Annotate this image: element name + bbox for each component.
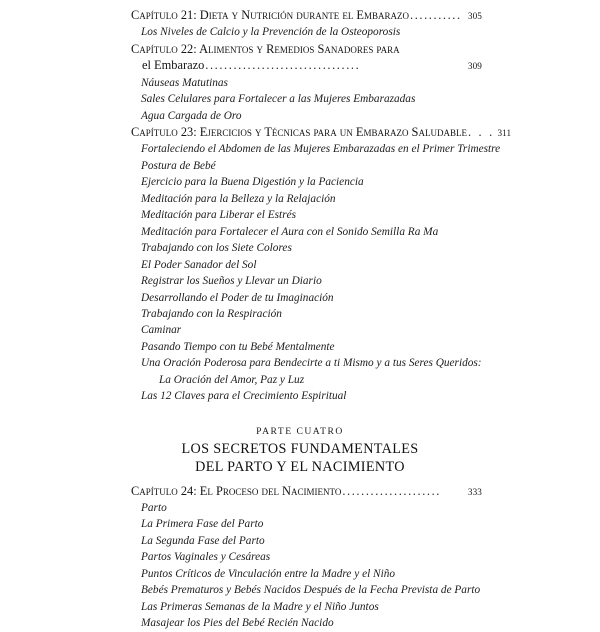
toc-page-number: 311 xyxy=(497,128,512,139)
toc-chapter-entry[interactable] xyxy=(131,483,482,500)
toc-subentry[interactable]: Postura de Bebé xyxy=(141,159,216,172)
toc-subentry[interactable]: Partos Vaginales y Cesáreas xyxy=(141,551,271,564)
toc-subentry[interactable]: Una Oración Poderosa para Bendecirte a ti Mismo y a tus Seres Queridos: xyxy=(141,357,482,370)
toc-subentry[interactable]: Las 12 Claves para el Crecimiento Espiritual xyxy=(141,390,347,403)
toc-chapter-title xyxy=(131,483,482,500)
toc-subentry[interactable]: Fortaleciendo el Abdomen de las Mujeres Embarazadas en el Primer Trimestre xyxy=(141,143,501,156)
toc-subentry[interactable]: Sales Celulares para Fortalecer a las Mujeres Embarazadas xyxy=(141,93,416,106)
toc-chapter-entry[interactable] xyxy=(131,7,482,24)
toc-subentry[interactable]: Trabajando con los Siete Colores xyxy=(141,242,292,255)
toc-chapter-title-continuation xyxy=(131,57,482,74)
toc-part-title-line: LOS SECRETOS FUNDAMENTALES xyxy=(181,440,419,457)
toc-subentry[interactable]: Meditación para la Belleza y la Relajación xyxy=(141,192,336,205)
toc-subentry[interactable]: Caminar xyxy=(141,324,182,337)
toc-part-label: PARTE CUATRO xyxy=(256,425,344,437)
toc-subentry[interactable]: Las Primeras Semanas de la Madre y el Niño Juntos xyxy=(141,600,379,613)
toc-subentry[interactable]: El Poder Sanador del Sol xyxy=(141,258,257,271)
toc-page-number: 309 xyxy=(467,61,482,72)
toc-subentry[interactable]: Bebés Prematuros y Bebés Nacidos Después de la Fecha Prevista de Parto xyxy=(141,584,481,597)
toc-subentry[interactable]: La Segunda Fase del Parto xyxy=(141,534,265,547)
toc-chapter-title-text: Capítulo 22: Alimentos y Remedios Sanadores para xyxy=(131,41,400,56)
toc-subentry[interactable]: Meditación para Liberar el Estrés xyxy=(141,209,297,222)
toc-chapter-title xyxy=(131,124,512,141)
toc-subentry[interactable]: Pasando Tiempo con tu Bebé Mentalmente xyxy=(141,340,335,353)
toc-part-heading xyxy=(118,405,482,483)
toc-chapter-title-text: Capítulo 24: El Proceso del Nacimiento xyxy=(131,483,342,498)
toc-subentry[interactable]: Los Niveles de Calcio y la Prevención de la Osteoporosis xyxy=(141,26,401,39)
toc-page-number: 305 xyxy=(467,11,482,21)
toc-subentry[interactable]: Desarrollando el Poder de tu Imaginación xyxy=(141,291,334,304)
toc-subentry[interactable]: Náuseas Matutinas xyxy=(141,76,228,89)
toc-chapter-title-text: Capítulo 23: Ejercicios y Técnicas para un Embarazo Saludable xyxy=(131,125,467,140)
toc-leader-dots: ................................. xyxy=(205,58,361,73)
toc-chapter-title-continuation-text: el Embarazo xyxy=(142,58,205,73)
toc-subentry[interactable]: Masajear los Pies del Bebé Recién Nacido xyxy=(141,617,334,630)
toc-chapter-title xyxy=(131,7,482,24)
toc-subentry[interactable]: Puntos Críticos de Vinculación entre la Madre y el Niño xyxy=(141,567,396,580)
toc-leader-dots: ..................... xyxy=(342,483,441,498)
toc-subentry[interactable]: Agua Cargada de Oro xyxy=(141,109,242,122)
toc-part-title-line: DEL PARTO Y EL NACIMIENTO xyxy=(195,459,405,476)
toc-subentry[interactable]: La Primera Fase del Parto xyxy=(141,518,264,531)
toc-subentry[interactable]: Trabajando con la Respiración xyxy=(141,307,282,320)
toc-subentry[interactable]: Registrar los Sueños y Llevar un Diario xyxy=(141,275,322,288)
toc-subentry[interactable]: Ejercicio para la Buena Digestión y la Paciencia xyxy=(141,176,364,189)
toc-leader-dots: . . . xyxy=(467,125,495,140)
toc-subentry[interactable]: La Oración del Amor, Paz y Luz xyxy=(159,373,305,386)
toc-chapter-title xyxy=(131,41,482,57)
toc-chapter-entry[interactable] xyxy=(131,124,512,141)
toc-page-number: 333 xyxy=(467,486,482,497)
toc-chapter-entry[interactable] xyxy=(131,41,482,75)
toc-leader-dots: ........... xyxy=(410,8,462,22)
toc-subentry[interactable]: Parto xyxy=(141,501,167,514)
toc-chapter-title-text: Capítulo 21: Dieta y Nutrición durante el Embarazo xyxy=(131,8,410,22)
toc-subentry[interactable]: Meditación para Fortalecer el Aura con el Sonido Semilla Ra Ma xyxy=(141,225,439,238)
